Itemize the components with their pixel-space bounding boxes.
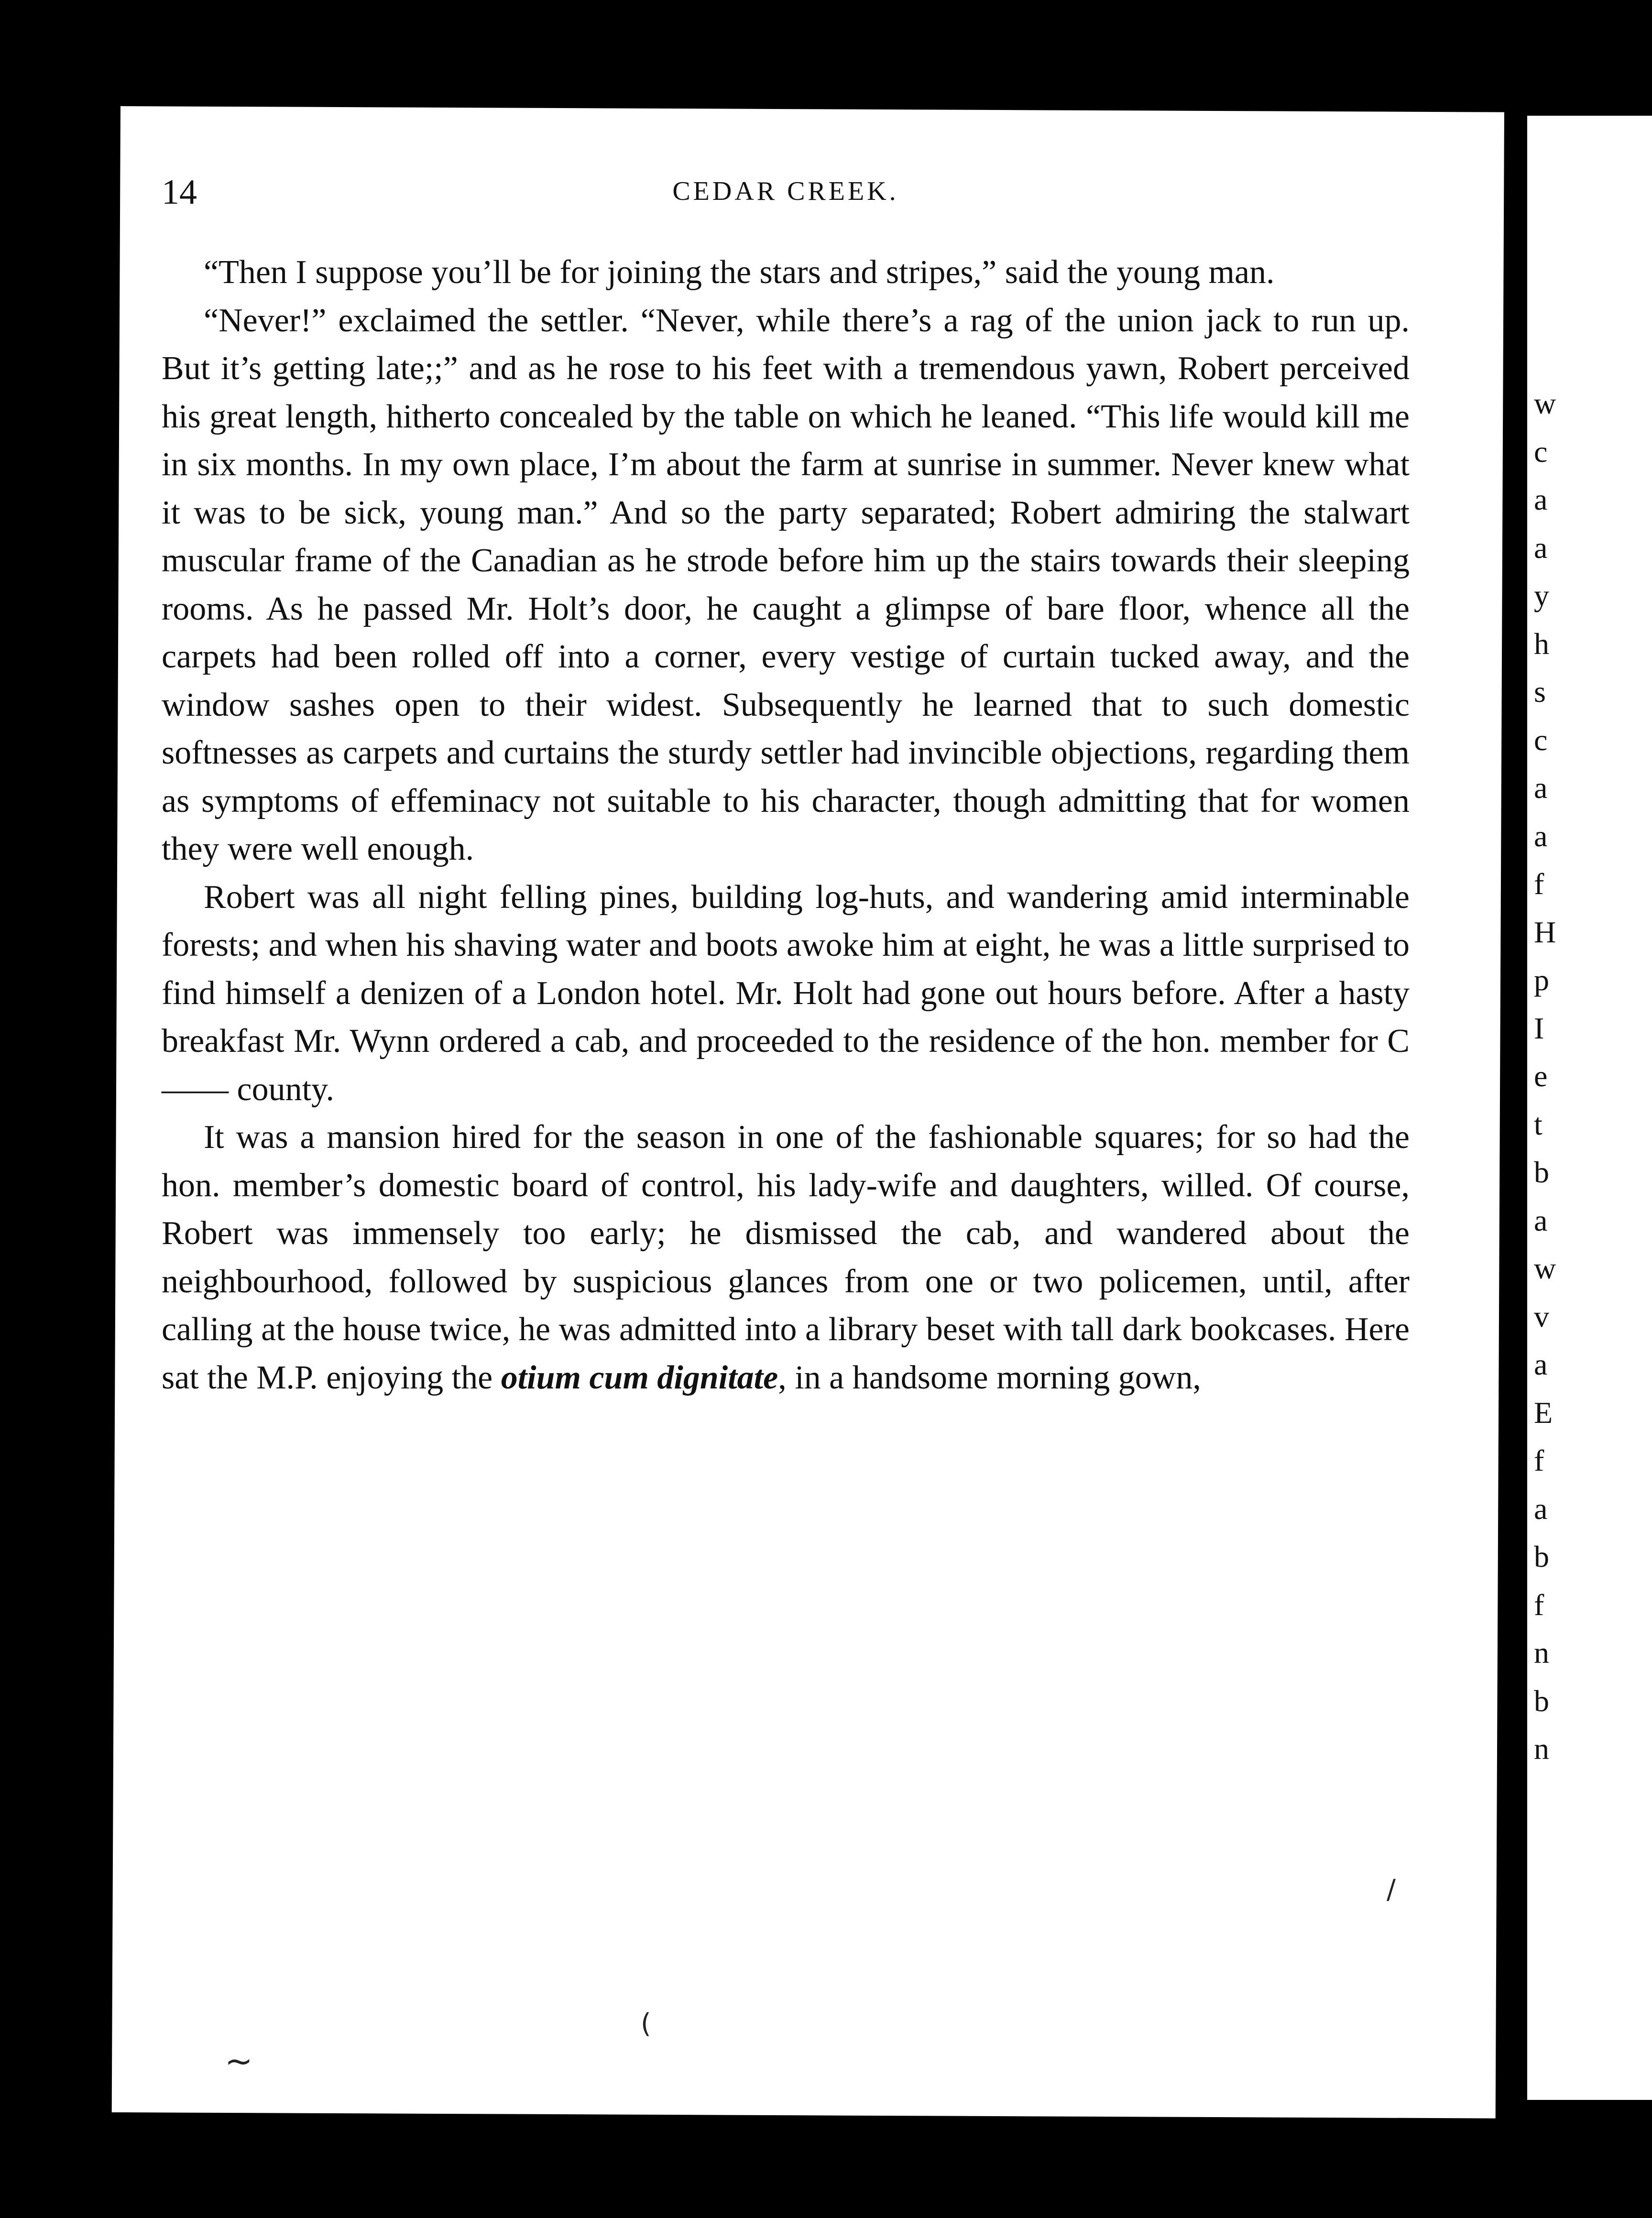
adjacent-page-letter: b [1534, 1683, 1549, 1718]
ink-mark-left: ~ [225, 2042, 253, 2081]
adjacent-page-letter: y [1534, 579, 1549, 612]
adjacent-page-letter: H [1534, 915, 1556, 949]
paragraph-4-end: , in a handsome morning gown, [778, 1359, 1201, 1396]
adjacent-page-letter: p [1534, 963, 1549, 997]
adjacent-page-letter: w [1534, 386, 1556, 420]
paragraph-1: “Then I suppose you’ll be for joining the stars and stripes,” said the young man. [204, 254, 1275, 291]
adjacent-page-edge [1527, 116, 1652, 2100]
adjacent-page-letter: c [1534, 434, 1548, 469]
latin-phrase: otium cum dignitate [501, 1359, 778, 1396]
adjacent-page-letter: a [1534, 771, 1548, 805]
adjacent-page-letter: a [1534, 819, 1548, 853]
adjacent-page-letter: h [1534, 626, 1549, 661]
adjacent-page-letter: f [1534, 1587, 1544, 1622]
adjacent-page-letter: a [1534, 1347, 1548, 1381]
ink-mark-bottom: ( [641, 2008, 651, 2039]
adjacent-page-letter: t [1534, 1107, 1543, 1141]
adjacent-page-letter: c [1534, 722, 1548, 757]
paragraph-2: “Never!” exclaimed the settler. “Never, while there’s a rag of the union jack to run up. But it’s getting late;;” and as he rose to his feet with a tremendous yawn, Robert perceived his great length, hitherto concealed by the table on which he leaned. “This life would kill me in six months. In my own place, I’m about the farm at sunrise in summer. Never knew what it was to be sick, young man.” And so the party separated; Robert admiring the stalwart muscular frame of the Canadian as he strode before him up the stairs towards their sleeping rooms. As he passed Mr. Holt’s door, he caught a glimpse of bare floor, whence all the carpets had been rolled off into a corner, every vestige of curtain tucked away, and the window sashes open to their widest. Subsequently he learned that to such domestic softnesses as carpets and curtains the sturdy settler had invincible objections, regarding them as symptoms of effeminacy not suitable to his character, though admitting that for women they were well enough. [162, 302, 1410, 867]
adjacent-page-letter: s [1534, 675, 1546, 709]
running-head: CEDAR CREEK. [672, 176, 899, 206]
adjacent-page-letter: w [1534, 1251, 1556, 1285]
adjacent-page-letter: v [1534, 1299, 1549, 1333]
adjacent-page-letter: a [1534, 530, 1548, 565]
adjacent-page-letter: f [1534, 1443, 1544, 1477]
adjacent-page-letter: E [1534, 1395, 1553, 1430]
adjacent-page-letter: I [1534, 1011, 1544, 1045]
page-number: 14 [162, 173, 197, 212]
ink-mark-right: / [1387, 1874, 1396, 1905]
paragraph-3: Robert was all night felling pines, building log-huts, and wandering amid interminable forests; and when his shaving water and boots awoke him at eight, he was a little surprised to find himself a denizen of a London hotel. Mr. Holt had gone out hours before. After a hasty breakfast Mr. Wynn ordered a cab, and proceeded to the residence of the hon. member for C—— county. [162, 878, 1410, 1108]
adjacent-page-letter: b [1534, 1155, 1549, 1189]
paragraph-4-text: It was a mansion hired for the season in one of the fashionable squares; for so had the hon. member’s domestic board of control, his lady-wife and daughters, willed. Of course, Robert was immensely too early; he dismissed the cab, and wandered about the neighbourhood, followed by suspicious glances from one or two policemen, until, after calling at the house twice, he was admitted into a library beset with tall dark bookcases. Here sat the M.P. enjoying the [162, 1119, 1410, 1396]
adjacent-page-letter: b [1534, 1540, 1549, 1573]
page-header [162, 172, 1410, 215]
adjacent-page-letter: n [1534, 1732, 1549, 1766]
adjacent-page-letter: a [1534, 1203, 1548, 1237]
body-text [162, 249, 1410, 1402]
adjacent-page-letter: a [1534, 482, 1548, 516]
paragraph-4 [162, 1114, 1410, 1402]
adjacent-page-letter: a [1534, 1491, 1548, 1526]
adjacent-page-letter: e [1534, 1059, 1548, 1093]
adjacent-page-letter: n [1534, 1636, 1549, 1670]
adjacent-page-letter: f [1534, 867, 1544, 901]
